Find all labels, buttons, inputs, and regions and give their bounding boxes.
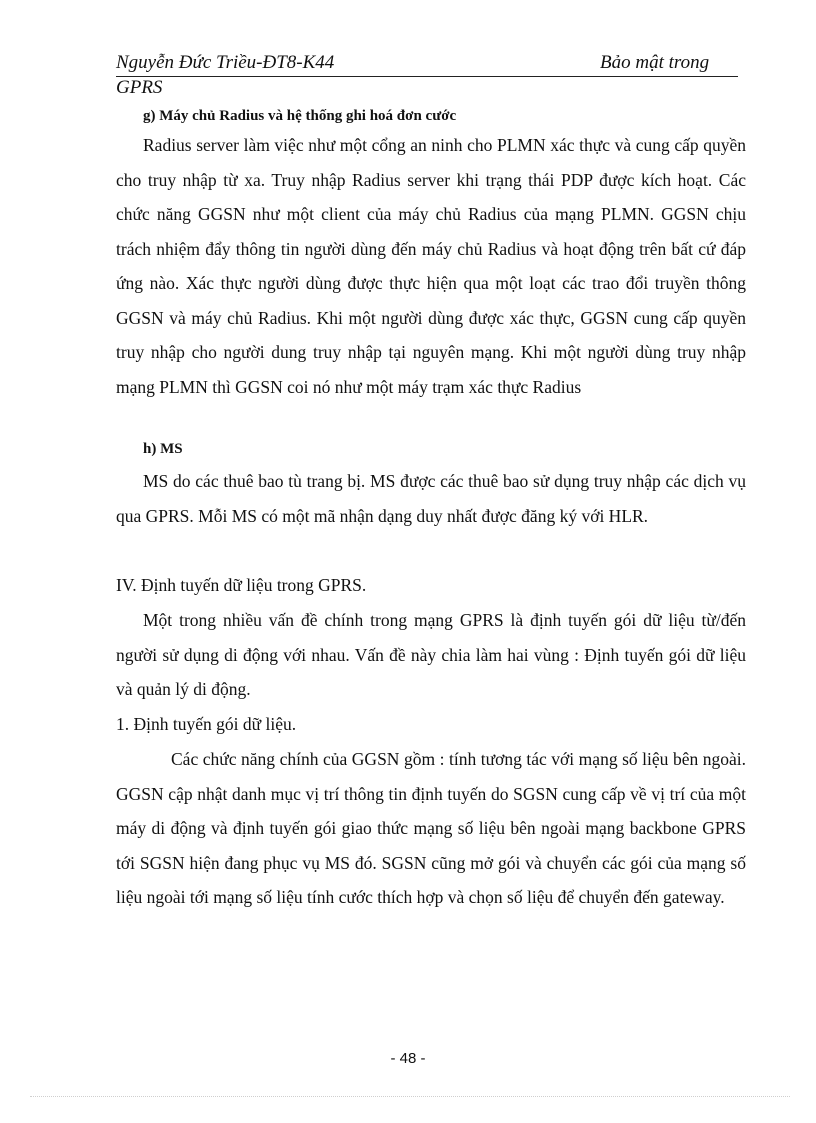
paragraph-routing: Một trong nhiều vấn đề chính trong mạng GPRS là định tuyến gói dữ liệu từ/đến người sử dụng di động với nhau. Vấn đề này chia làm hai vùng : Định tuyến gói dữ liệu và quản lý di động.	[116, 610, 746, 699]
header-rule	[116, 76, 738, 77]
section-heading-iv: IV. Định tuyến dữ liệu trong GPRS.	[116, 575, 367, 595]
paragraph-ggsn-functions: Các chức năng chính của GGSN gồm : tính tương tác với mạng số liệu bên ngoài. GGSN cập nhật danh mục vị trí thông tin định tuyến do SGSN cung cấp về vị trí của một máy di động và định tuyến gói giao thức mạng số liệu bên ngoài mạng backbone GPRS tới SGSN hiện đang phục vụ MS đó. SGSN cũng mở gói và chuyển các gói của mạng số liệu ngoài tới mạng số liệu tính cước thích hợp và chọn số liệu để chuyển đến gateway.	[116, 749, 746, 907]
header-title: Bảo mật trong	[600, 52, 710, 73]
header-author: Nguyễn Đức Triều-ĐT8-K44	[116, 52, 335, 73]
subsection-heading-h: h) MS	[143, 441, 183, 457]
page-number: - 48 -	[390, 1050, 426, 1067]
paragraph-radius-server: Radius server làm việc như một cổng an ninh cho PLMN xác thực và cung cấp quyền cho truy nhập từ xa. Truy nhập Radius server khi trạng thái PDP được kích hoạt. Các chức năng GGSN như một client của máy chủ Radius của mạng PLMN. GGSN chịu trách nhiệm đẩy thông tin người dùng đến máy chủ Radius và hoạt động trên bất cứ đáp ứng nào. Xác thực người dùng được thực hiện qua một loạt các trao đổi truyền thông GGSN và máy chủ Radius. Khi một người dùng được xác thực, GGSN cung cấp quyền truy nhập cho người dung truy nhập tại nguyên mạng. Khi một người dùng truy nhập mạng PLMN thì GGSN coi nó như một máy trạm xác thực Radius	[116, 135, 746, 397]
footer-rule	[30, 1096, 790, 1097]
running-header	[116, 52, 738, 76]
subsection-heading-g: g) Máy chủ Radius và hệ thống ghi hoá đơn cước	[143, 108, 457, 124]
section-heading-1: 1. Định tuyến gói dữ liệu.	[116, 714, 297, 734]
paragraph-ms: MS do các thuê bao tù trang bị. MS được các thuê bao sử dụng truy nhập các dịch vụ qua GPRS. Mỗi MS có một mã nhận dạng duy nhất được đăng ký với HLR.	[116, 471, 746, 526]
header-title-continuation: GPRS	[116, 77, 163, 98]
